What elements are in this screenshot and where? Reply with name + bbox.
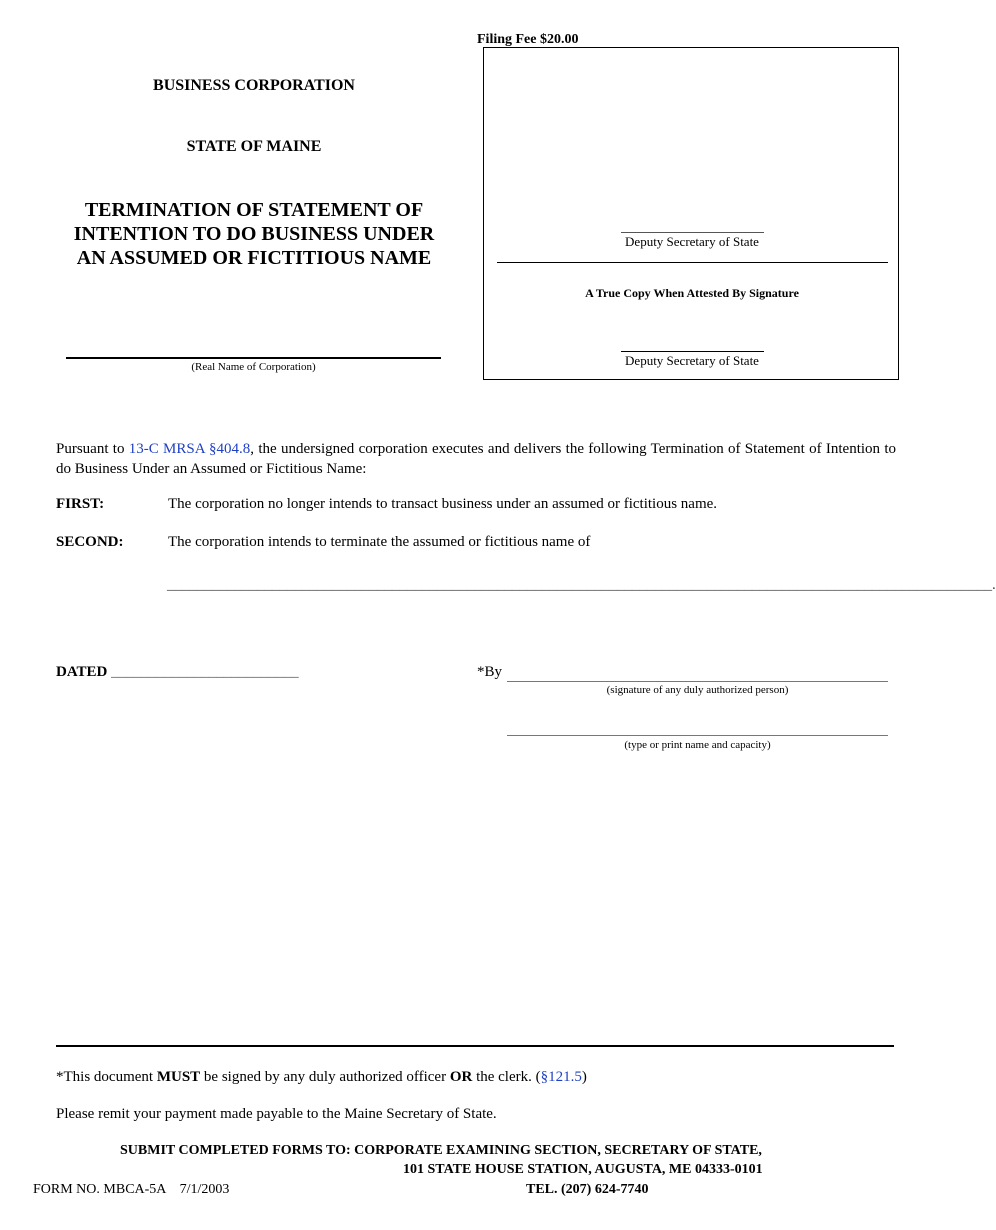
filing-fee: Filing Fee $20.00 [477,32,579,47]
footnote-must: MUST [156,1069,201,1085]
fictitious-name-field[interactable]: ______________________________________________________________________________________________________________. [167,577,996,593]
dated-label: DATED [56,664,108,680]
dated-field[interactable]: _________________________ [111,664,299,680]
filing-stamp-box [483,47,899,380]
first-label: FIRST: [56,496,105,512]
form-title-line-1: TERMINATION OF STATEMENT OF [84,199,424,221]
footer-divider [56,1045,894,1047]
state-heading: STATE OF MAINE [186,138,322,155]
by-label: *By [477,664,503,680]
deputy-label-2: Deputy Secretary of State [625,353,759,368]
submit-line-1: SUBMIT COMPLETED FORMS TO: CORPORATE EXAMINING SECTION, SECRETARY OF STATE, [120,1143,762,1158]
statute-link[interactable]: 13-C MRSA §404.8 [128,441,251,457]
remit-note: Please remit your payment made payable to the Maine Secretary of State. [56,1106,497,1122]
submit-line-3: TEL. (207) 624-7740 [526,1182,649,1197]
deputy-signature-line-2 [621,351,764,352]
real-name-field[interactable] [66,357,441,359]
true-copy-label: A True Copy When Attested By Signature [585,286,799,300]
pursuant-paragraph [56,439,896,479]
second-text: The corporation intends to terminate the assumed or fictitious name of [168,534,591,550]
footnote-text-2: be signed by any duly authorized officer [200,1069,450,1085]
form-title [55,198,453,270]
print-name-caption: (type or print name and capacity) [624,739,771,751]
form-title-line-3: AN ASSUMED OR FICTITIOUS NAME [76,247,432,269]
form-number: FORM NO. MBCA-5A 7/1/2003 [33,1182,230,1197]
footnote-text-4: ) [581,1069,587,1085]
signature-caption: (signature of any duly authorized person) [606,684,789,696]
footnote-text-3: the clerk. ( [472,1069,541,1085]
signature-field[interactable] [507,681,888,682]
stamp-divider [497,262,888,263]
pursuant-text-end: , the undersigned corporation executes and delivers the following Termination of Statement of Intention to do Business Under an Assumed or Fictitious Name: [56,441,896,477]
pursuant-text-start: Pursuant to [56,441,129,457]
form-title-line-2: INTENTION TO DO BUSINESS UNDER [73,223,435,245]
dated-row [56,664,299,681]
submit-line-2: 101 STATE HOUSE STATION, AUGUSTA, ME 04333-0101 [403,1162,763,1177]
section-link[interactable]: §121.5 [540,1069,582,1085]
first-text: The corporation no longer intends to transact business under an assumed or fictitious name. [168,496,718,512]
real-name-caption: (Real Name of Corporation) [191,361,316,373]
footnote-text-1: *This document [56,1069,157,1085]
second-label: SECOND: [56,534,124,550]
footnote-or: OR [449,1069,473,1085]
deputy-signature-line-1 [621,232,764,233]
print-name-field[interactable] [507,735,888,736]
deputy-label-1: Deputy Secretary of State [625,234,759,249]
business-corporation-heading: BUSINESS CORPORATION [153,77,355,94]
signature-footnote [56,1069,587,1086]
